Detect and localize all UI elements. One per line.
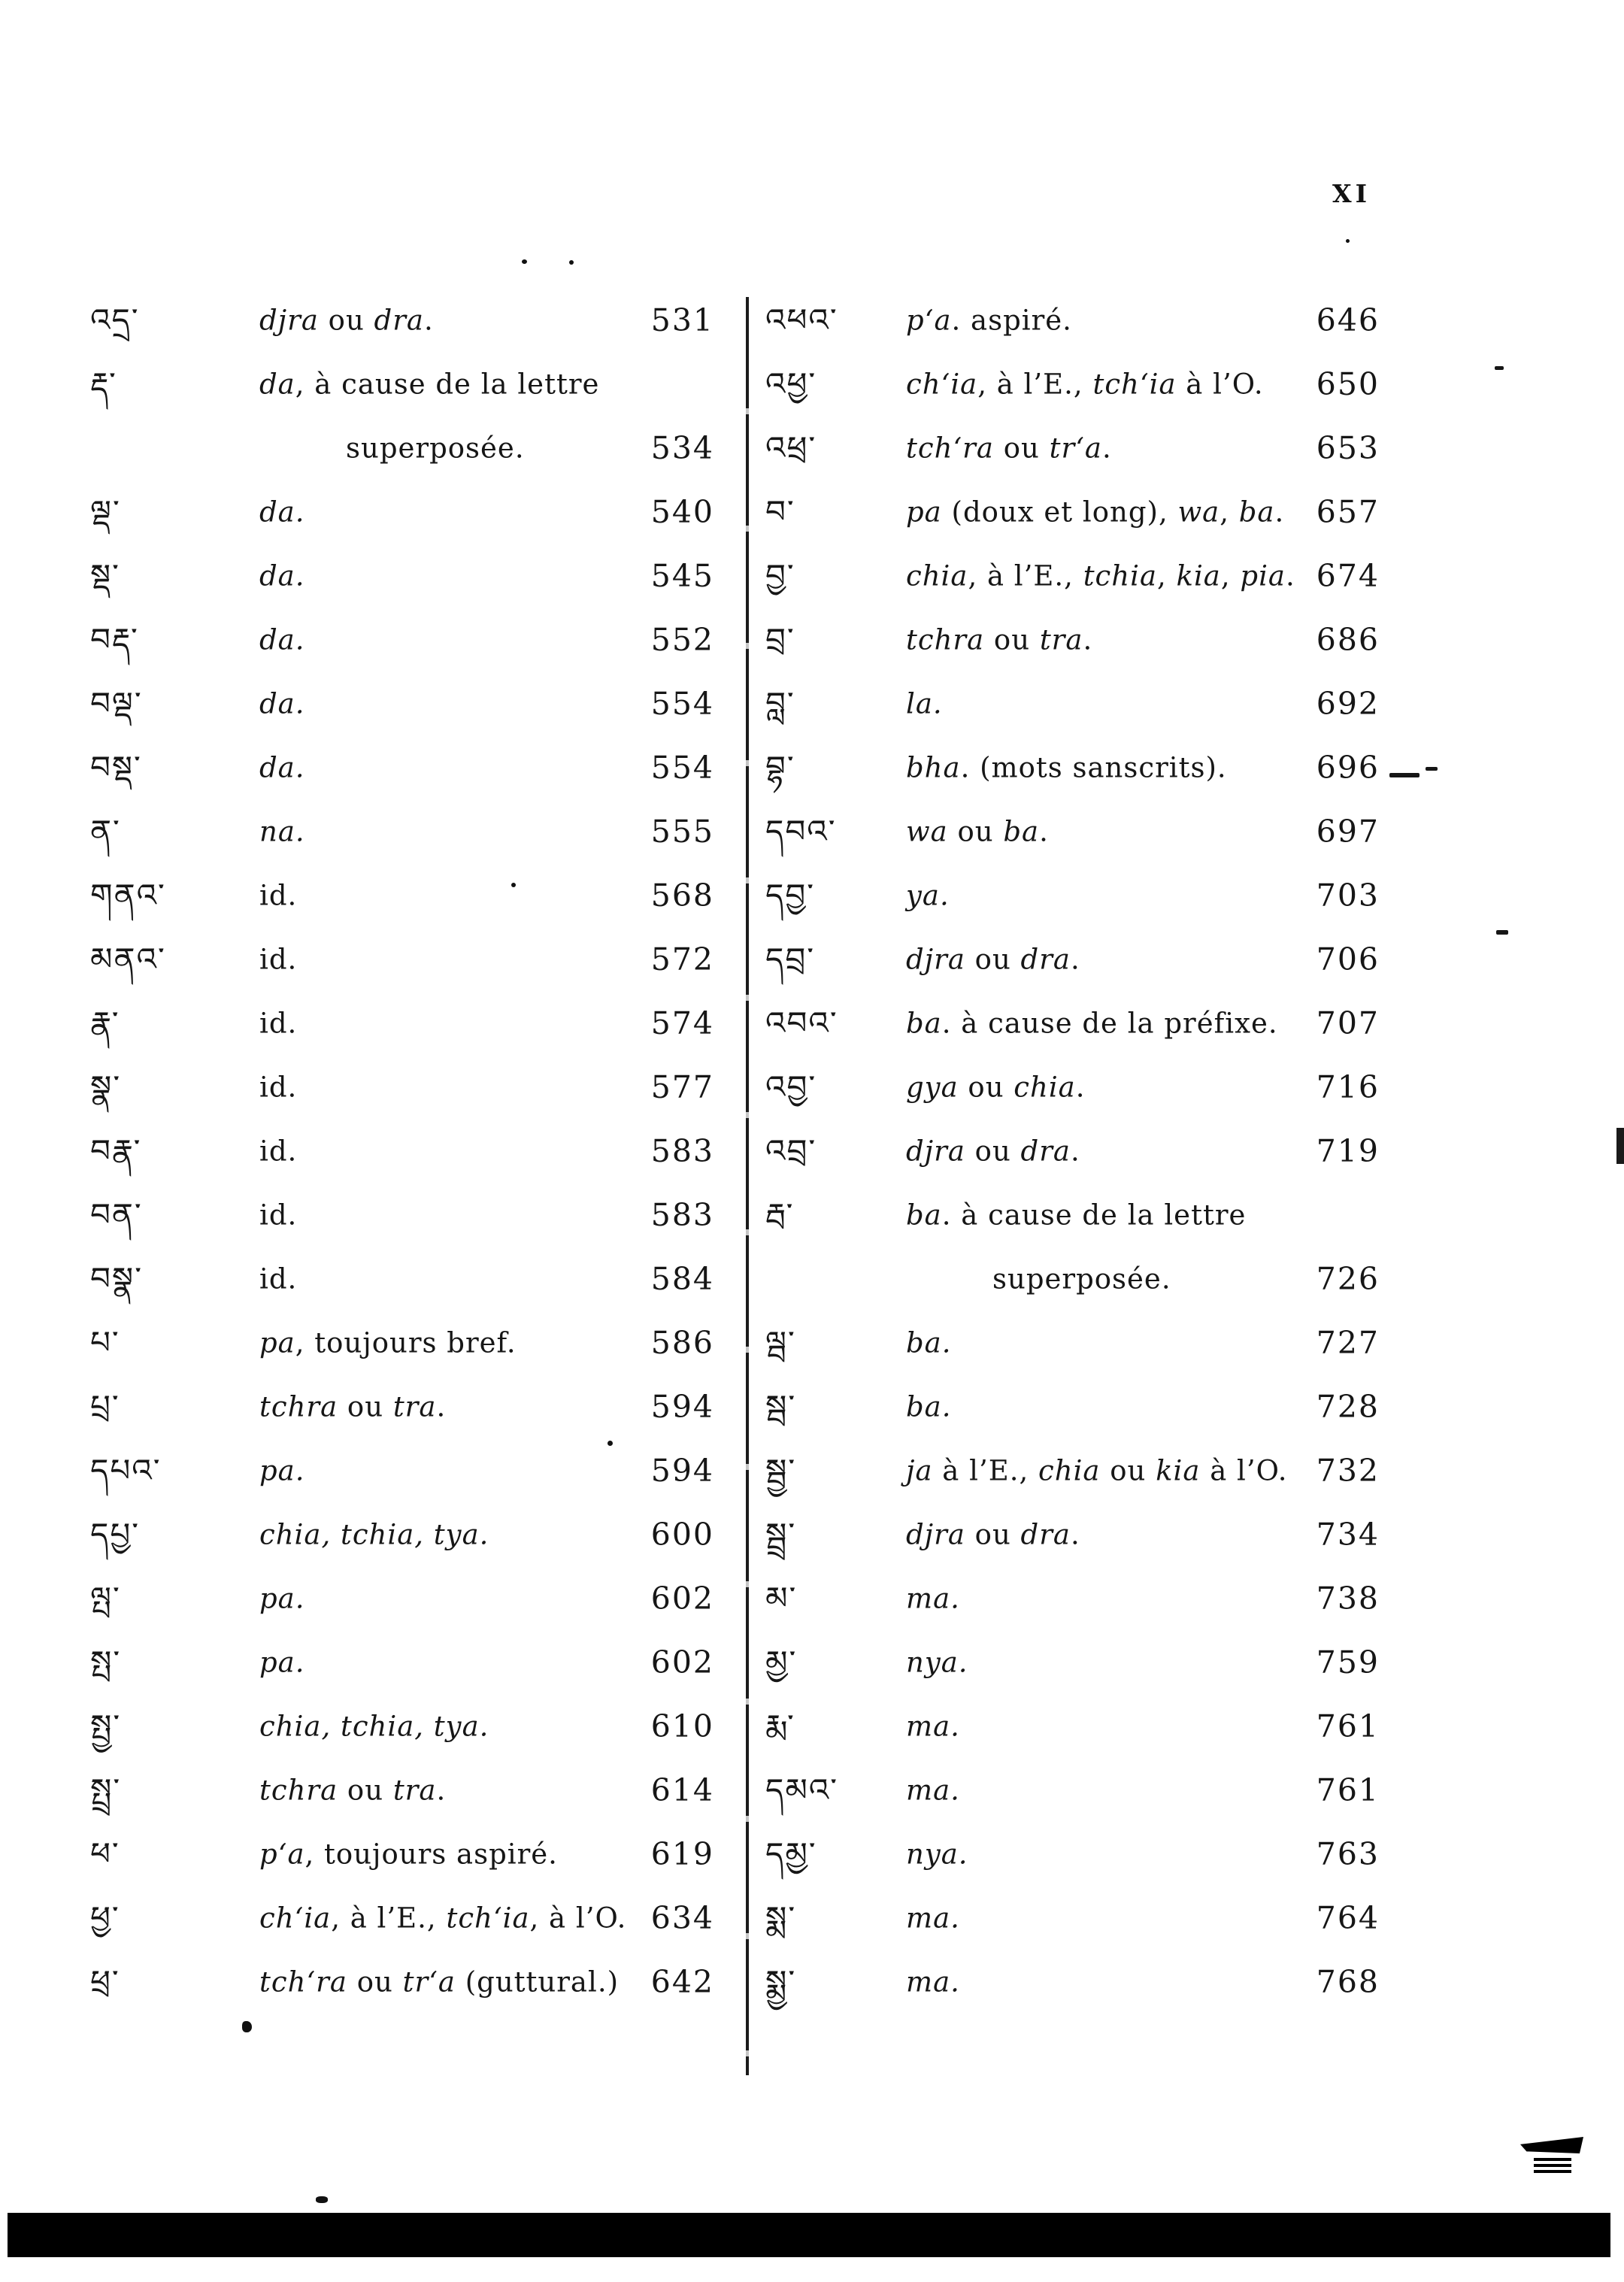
index-row bbox=[83, 991, 714, 1055]
entry-page-number: 614 bbox=[650, 1771, 714, 1808]
entry-page-number: 759 bbox=[1316, 1644, 1380, 1680]
index-row bbox=[765, 1630, 1380, 1694]
entry-page-number: 583 bbox=[650, 1196, 714, 1233]
tibetan-syllable: ལྡ་ bbox=[90, 492, 121, 530]
entry-pronunciation: pa. bbox=[259, 1454, 305, 1486]
index-row bbox=[765, 1950, 1380, 2014]
tibetan-syllable: འཕའ་ bbox=[765, 301, 838, 338]
tibetan-syllable: མྱ་ bbox=[765, 1643, 798, 1680]
index-row bbox=[765, 1119, 1380, 1183]
entry-page-number: 602 bbox=[650, 1580, 714, 1617]
index-row bbox=[765, 1758, 1380, 1822]
tibetan-syllable: བལྡ་ bbox=[90, 684, 143, 722]
tibetan-syllable: རྨ་ bbox=[765, 1707, 795, 1744]
index-row bbox=[83, 927, 714, 991]
index-row bbox=[765, 863, 1380, 927]
entry-page-number: 552 bbox=[650, 621, 714, 658]
index-row bbox=[83, 1055, 714, 1119]
entry-page-number: 716 bbox=[1316, 1068, 1380, 1105]
ink-dash bbox=[1495, 366, 1504, 370]
tibetan-syllable: སྦྲ་ bbox=[765, 1515, 797, 1553]
entry-page-number: 594 bbox=[650, 1452, 714, 1489]
entry-pronunciation: bha. (mots sanscrits). bbox=[906, 751, 1227, 783]
entry-pronunciation: ba. à cause de la préfixe. bbox=[906, 1007, 1278, 1039]
entry-pronunciation: wa ou ba. bbox=[906, 815, 1049, 847]
index-row bbox=[765, 671, 1380, 735]
entry-pronunciation: p‘a. aspiré. bbox=[906, 304, 1072, 336]
entry-page-number: 634 bbox=[650, 1899, 714, 1936]
index-row bbox=[765, 1886, 1380, 1950]
entry-pronunciation: id. bbox=[259, 1262, 298, 1295]
entry-pronunciation: id. bbox=[259, 879, 298, 911]
entry-page-number: 572 bbox=[650, 941, 714, 977]
index-row bbox=[83, 1822, 714, 1886]
index-row bbox=[765, 1822, 1380, 1886]
entry-page-number: 594 bbox=[650, 1388, 714, 1425]
entry-page-number: 554 bbox=[650, 685, 714, 722]
tibetan-syllable: ཕྱ་ bbox=[90, 1899, 120, 1936]
entry-pronunciation: da. bbox=[259, 495, 305, 528]
entry-pronunciation: id. bbox=[259, 1007, 298, 1039]
entry-pronunciation: ma. bbox=[906, 1710, 960, 1742]
entry-pronunciation: ma. bbox=[906, 1774, 960, 1806]
entry-page-number: 761 bbox=[1316, 1771, 1380, 1808]
tibetan-syllable: བསྡ་ bbox=[90, 748, 142, 786]
index-row bbox=[83, 735, 714, 799]
ink-speck bbox=[569, 260, 574, 265]
tibetan-syllable: འདྲ་ bbox=[90, 301, 140, 338]
tibetan-syllable: པ་ bbox=[90, 1323, 120, 1361]
entry-page-number: 707 bbox=[1316, 1005, 1380, 1041]
index-row bbox=[83, 1886, 714, 1950]
tibetan-syllable: ན་ bbox=[90, 812, 121, 850]
entry-pronunciation: ma. bbox=[906, 1902, 960, 1934]
entry-page-number: 545 bbox=[650, 557, 714, 594]
entry-page-number: 657 bbox=[1316, 493, 1380, 530]
tibetan-syllable: རྦ་ bbox=[765, 1196, 795, 1233]
column-divider-rule bbox=[746, 297, 749, 2075]
entry-pronunciation: superposée. bbox=[346, 432, 525, 464]
tibetan-syllable: བྷ་ bbox=[765, 748, 795, 786]
index-row bbox=[765, 416, 1380, 480]
entry-pronunciation: chia, tchia, tya. bbox=[259, 1518, 489, 1550]
index-row bbox=[765, 544, 1380, 608]
entry-page-number: 540 bbox=[650, 493, 714, 530]
index-row bbox=[765, 799, 1380, 863]
entry-page-number: 738 bbox=[1316, 1580, 1380, 1617]
entry-page-number: 727 bbox=[1316, 1324, 1380, 1361]
tibetan-syllable: སྤྱ་ bbox=[90, 1707, 122, 1744]
scan-bottom-bar bbox=[8, 2213, 1610, 2257]
index-row bbox=[83, 1950, 714, 2014]
index-row bbox=[765, 1311, 1380, 1374]
entry-page-number: 650 bbox=[1316, 365, 1380, 402]
ink-speck bbox=[316, 2196, 328, 2203]
entry-pronunciation: ya. bbox=[906, 879, 950, 911]
index-row bbox=[83, 1311, 714, 1374]
entry-pronunciation: da. bbox=[259, 623, 305, 656]
entry-page-number: 703 bbox=[1316, 877, 1380, 914]
index-column-right bbox=[765, 288, 1380, 2014]
entry-page-number: 534 bbox=[650, 429, 714, 466]
entry-page-number: 728 bbox=[1316, 1388, 1380, 1425]
entry-pronunciation: tchra ou tra. bbox=[259, 1390, 447, 1423]
tibetan-syllable: འབྱ་ bbox=[765, 1068, 817, 1105]
entry-page-number: 574 bbox=[650, 1005, 714, 1041]
index-row bbox=[83, 352, 714, 416]
entry-pronunciation: da. bbox=[259, 751, 305, 783]
entry-pronunciation: gya ou chia. bbox=[906, 1071, 1086, 1103]
tibetan-syllable: བླ་ bbox=[765, 684, 795, 722]
tibetan-syllable: ལྦ་ bbox=[765, 1323, 796, 1361]
index-row bbox=[83, 1247, 714, 1311]
entry-page-number: 706 bbox=[1316, 941, 1380, 977]
entry-pronunciation: pa (doux et long), wa, ba. bbox=[906, 495, 1285, 528]
tibetan-syllable: མནའ་ bbox=[90, 940, 166, 977]
index-row bbox=[765, 480, 1380, 544]
tibetan-syllable: སྨྱ་ bbox=[765, 1962, 797, 2000]
tibetan-syllable: བྲ་ bbox=[765, 620, 795, 658]
ink-dash bbox=[1426, 767, 1438, 771]
tibetan-syllable: སྤ་ bbox=[90, 1643, 122, 1680]
entry-pronunciation: id. bbox=[259, 1135, 298, 1167]
index-row bbox=[83, 544, 714, 608]
entry-page-number: 586 bbox=[650, 1324, 714, 1361]
entry-pronunciation: ma. bbox=[906, 1965, 960, 1998]
entry-pronunciation: da. bbox=[259, 559, 305, 592]
entry-page-number: 531 bbox=[650, 302, 714, 338]
index-row bbox=[765, 1247, 1380, 1311]
entry-page-number: 764 bbox=[1316, 1899, 1380, 1936]
tibetan-syllable: སྦྱ་ bbox=[765, 1451, 797, 1489]
ink-blot bbox=[1520, 2137, 1583, 2153]
index-row bbox=[765, 991, 1380, 1055]
index-row bbox=[83, 863, 714, 927]
entry-page-number: 674 bbox=[1316, 557, 1380, 594]
entry-pronunciation: p‘a, toujours aspiré. bbox=[259, 1838, 558, 1870]
entry-page-number: 600 bbox=[650, 1516, 714, 1553]
entry-pronunciation: pa, toujours bref. bbox=[259, 1326, 517, 1359]
index-row bbox=[83, 608, 714, 671]
entry-pronunciation: nya. bbox=[906, 1838, 968, 1870]
tibetan-syllable: ཕྲ་ bbox=[90, 1962, 120, 2000]
tibetan-syllable: དཔྱ་ bbox=[90, 1515, 141, 1553]
ink-dash bbox=[1389, 773, 1419, 777]
index-row bbox=[765, 927, 1380, 991]
entry-page-number: 719 bbox=[1316, 1132, 1380, 1169]
entry-pronunciation: tch‘ra ou tr‘a (guttural.) bbox=[259, 1965, 620, 1998]
entry-pronunciation: pa. bbox=[259, 1582, 305, 1614]
entry-page-number: 555 bbox=[650, 813, 714, 850]
tibetan-syllable: བ་ bbox=[765, 492, 795, 530]
entry-page-number: 619 bbox=[650, 1835, 714, 1872]
index-row bbox=[83, 1438, 714, 1502]
index-row bbox=[765, 1502, 1380, 1566]
entry-pronunciation: la. bbox=[906, 687, 943, 720]
entry-pronunciation: ba. bbox=[906, 1390, 952, 1423]
index-row bbox=[83, 1630, 714, 1694]
entry-pronunciation: djra ou dra. bbox=[906, 943, 1080, 975]
ink-speck bbox=[607, 1441, 613, 1446]
tibetan-syllable: སྣ་ bbox=[90, 1068, 122, 1105]
entry-pronunciation: chia, tchia, tya. bbox=[259, 1710, 489, 1742]
index-row bbox=[83, 1566, 714, 1630]
ink-blot bbox=[242, 2021, 252, 2032]
entry-pronunciation: djra ou dra. bbox=[906, 1135, 1080, 1167]
index-row bbox=[765, 1183, 1380, 1247]
entry-pronunciation: tchra ou tra. bbox=[906, 623, 1093, 656]
ink-dash bbox=[1496, 930, 1508, 935]
entry-page-number: 610 bbox=[650, 1708, 714, 1744]
tibetan-syllable: ལྤ་ bbox=[90, 1579, 121, 1617]
entry-page-number: 763 bbox=[1316, 1835, 1380, 1872]
tibetan-syllable: སྦ་ bbox=[765, 1387, 797, 1425]
entry-page-number: 692 bbox=[1316, 685, 1380, 722]
index-row bbox=[765, 1694, 1380, 1758]
ink-speck bbox=[511, 883, 516, 887]
entry-page-number: 761 bbox=[1316, 1708, 1380, 1744]
entry-pronunciation: tch‘ra ou tr‘a. bbox=[906, 432, 1112, 464]
entry-page-number: 568 bbox=[650, 877, 714, 914]
index-row bbox=[83, 1502, 714, 1566]
entry-page-number: 602 bbox=[650, 1644, 714, 1680]
tibetan-syllable: སྨ་ bbox=[765, 1899, 797, 1936]
index-row bbox=[765, 735, 1380, 799]
tibetan-syllable: བརྡ་ bbox=[90, 620, 139, 658]
entry-page-number: 696 bbox=[1316, 749, 1380, 786]
entry-page-number: 734 bbox=[1316, 1516, 1380, 1553]
tibetan-syllable: བརྣ་ bbox=[90, 1132, 142, 1169]
tibetan-syllable: འཕྱ་ bbox=[765, 365, 817, 402]
entry-page-number: 646 bbox=[1316, 302, 1380, 338]
tibetan-syllable: རྣ་ bbox=[90, 1004, 120, 1041]
index-row bbox=[765, 1055, 1380, 1119]
entry-pronunciation: pa. bbox=[259, 1646, 305, 1678]
index-row bbox=[83, 1694, 714, 1758]
index-row bbox=[83, 1374, 714, 1438]
tibetan-syllable: འབའ་ bbox=[765, 1004, 838, 1041]
tibetan-syllable: སྤྲ་ bbox=[90, 1771, 122, 1808]
entry-page-number: 554 bbox=[650, 749, 714, 786]
index-row bbox=[765, 1566, 1380, 1630]
index-row bbox=[83, 1183, 714, 1247]
entry-pronunciation: na. bbox=[259, 815, 305, 847]
index-row bbox=[83, 288, 714, 352]
tibetan-syllable: དབའ་ bbox=[765, 812, 837, 850]
entry-page-number: 686 bbox=[1316, 621, 1380, 658]
entry-pronunciation: ba. à cause de la lettre bbox=[906, 1199, 1247, 1231]
entry-pronunciation: id. bbox=[259, 1199, 298, 1231]
index-row bbox=[765, 1438, 1380, 1502]
entry-page-number: 732 bbox=[1316, 1452, 1380, 1489]
tibetan-syllable: གནའ་ bbox=[90, 876, 166, 914]
entry-pronunciation: tchra ou tra. bbox=[259, 1774, 447, 1806]
tibetan-syllable: བསྣ་ bbox=[90, 1259, 144, 1297]
index-row bbox=[83, 671, 714, 735]
tibetan-syllable: དབྱ་ bbox=[765, 876, 816, 914]
entry-pronunciation: ma. bbox=[906, 1582, 960, 1614]
entry-page-number: 584 bbox=[650, 1260, 714, 1297]
index-row bbox=[765, 608, 1380, 671]
entry-pronunciation: ch‘ia, à l’E., tch‘ia, à l’O. bbox=[259, 1902, 627, 1934]
entry-pronunciation: id. bbox=[259, 943, 298, 975]
index-column-left bbox=[83, 288, 714, 2014]
entry-page-number: 726 bbox=[1316, 1260, 1380, 1297]
tibetan-syllable: དཔའ་ bbox=[90, 1451, 162, 1489]
tibetan-syllable: ཕ་ bbox=[90, 1835, 120, 1872]
tibetan-syllable: བྱ་ bbox=[765, 556, 795, 594]
page-number-folio: XI bbox=[1332, 179, 1371, 208]
entry-pronunciation: djra ou dra. bbox=[259, 304, 434, 336]
entry-pronunciation: ja à l’E., chia ou kia à l’O. bbox=[906, 1454, 1288, 1486]
entry-pronunciation: ch‘ia, à l’E., tch‘ia à l’O. bbox=[906, 368, 1264, 400]
tibetan-syllable: དབྲ་ bbox=[765, 940, 816, 977]
ink-blot bbox=[1534, 2158, 1571, 2173]
entry-page-number: 653 bbox=[1316, 429, 1380, 466]
entry-pronunciation: djra ou dra. bbox=[906, 1518, 1080, 1550]
entry-page-number: 583 bbox=[650, 1132, 714, 1169]
index-row bbox=[83, 1119, 714, 1183]
tibetan-syllable: འབྲ་ bbox=[765, 1132, 817, 1169]
entry-pronunciation: chia, à l’E., tchia, kia, pia. bbox=[906, 559, 1295, 592]
entry-pronunciation: da, à cause de la lettre bbox=[259, 368, 600, 400]
index-row bbox=[83, 480, 714, 544]
tibetan-syllable: དམྱ་ bbox=[765, 1835, 817, 1872]
entry-page-number: 577 bbox=[650, 1068, 714, 1105]
index-row bbox=[765, 288, 1380, 352]
scan-edge-artifact bbox=[1616, 1128, 1624, 1164]
index-row bbox=[83, 799, 714, 863]
entry-pronunciation: id. bbox=[259, 1071, 298, 1103]
index-row bbox=[83, 416, 714, 480]
entry-page-number: 768 bbox=[1316, 1963, 1380, 2000]
tibetan-syllable: དམའ་ bbox=[765, 1771, 839, 1808]
tibetan-syllable: འཕྲ་ bbox=[765, 429, 817, 466]
index-row bbox=[83, 1758, 714, 1822]
entry-pronunciation: da. bbox=[259, 687, 305, 720]
index-row bbox=[765, 1374, 1380, 1438]
ink-speck bbox=[522, 259, 527, 264]
entry-pronunciation: nya. bbox=[906, 1646, 968, 1678]
tibetan-syllable: སྡ་ bbox=[90, 556, 120, 594]
ink-speck bbox=[1346, 239, 1350, 243]
entry-pronunciation: ba. bbox=[906, 1326, 952, 1359]
tibetan-syllable: མ་ bbox=[765, 1579, 798, 1617]
tibetan-syllable: རྡ་ bbox=[90, 365, 117, 402]
tibetan-syllable: པྲ་ bbox=[90, 1387, 120, 1425]
entry-page-number: 642 bbox=[650, 1963, 714, 2000]
entry-page-number: 697 bbox=[1316, 813, 1380, 850]
entry-pronunciation: superposée. bbox=[992, 1262, 1171, 1295]
tibetan-syllable: བན་ bbox=[90, 1196, 143, 1233]
index-row bbox=[765, 352, 1380, 416]
